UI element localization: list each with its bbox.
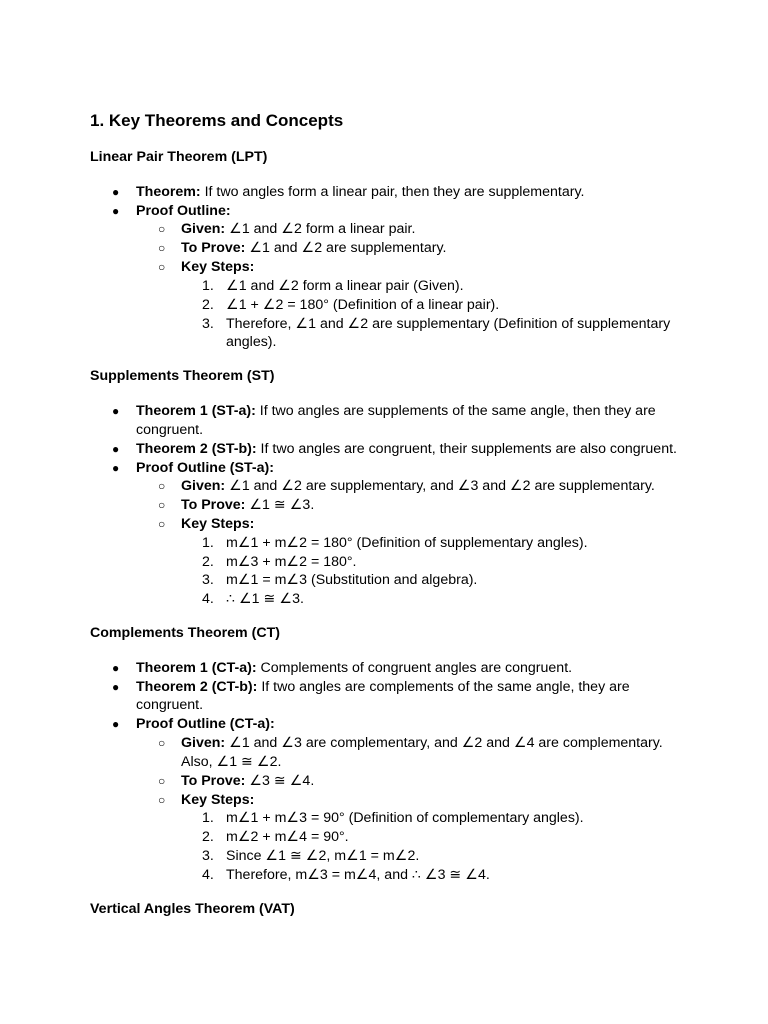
ct-t1-label: Theorem 1 (CT-a):: [136, 660, 257, 676]
lpt-step: Therefore, ∠1 and ∠2 are supplementary (Definition of supplementary: [226, 316, 671, 332]
step-number: 2.: [202, 297, 214, 313]
lpt-proof-label: Proof Outline:: [136, 203, 231, 219]
ct-step: Since ∠1 ≅ ∠2, m∠1 = m∠2.: [226, 848, 420, 864]
ct-given-label: Given:: [181, 735, 226, 751]
lpt-steps-label: Key Steps:: [181, 259, 255, 275]
lpt-given-text: ∠1 and ∠2 form a linear pair.: [225, 221, 416, 237]
ct-heading: Complements Theorem (CT): [90, 625, 280, 641]
st-t1-continuation: congruent.: [136, 422, 204, 438]
ct-step: m∠2 + m∠4 = 90°.: [226, 829, 349, 845]
step-number: 1.: [202, 278, 214, 294]
lpt-heading: Linear Pair Theorem (LPT): [90, 149, 268, 165]
lpt-prove: [181, 239, 446, 258]
bullet-marker: ●: [112, 461, 120, 475]
st-heading: Supplements Theorem (ST): [90, 368, 275, 384]
subbullet-marker: ○: [158, 479, 166, 493]
step-number: 3.: [202, 316, 214, 332]
bullet-marker: ●: [112, 442, 120, 456]
ct-step: m∠1 + m∠3 = 90° (Definition of complementary angles).: [226, 810, 584, 826]
bullet-marker: ●: [112, 204, 120, 218]
step-number: 4.: [202, 591, 214, 607]
ct-steps-label: Key Steps:: [181, 792, 255, 808]
lpt-prove-label: To Prove:: [181, 240, 246, 256]
step-number: 1.: [202, 810, 214, 826]
section-title: 1. Key Theorems and Concepts: [90, 111, 344, 130]
lpt-theorem: [136, 183, 584, 202]
lpt-step-continuation: angles).: [226, 334, 277, 350]
st-steps: [181, 515, 254, 534]
step-number: 2.: [202, 829, 214, 845]
st-proof-label: Proof Outline (ST-a):: [136, 460, 274, 476]
lpt-theorem-text: If two angles form a linear pair, then they are supplementary.: [200, 184, 585, 200]
st-theorem-1: [136, 402, 656, 421]
st-t1-text: If two angles are supplements of the same angle, then they are: [255, 403, 656, 419]
bullet-marker: ●: [112, 680, 120, 694]
ct-given-text: ∠1 and ∠3 are complementary, and ∠2 and ∠4 are complementary.: [225, 735, 663, 751]
lpt-step: ∠1 + ∠2 = 180° (Definition of a linear pair).: [226, 297, 500, 313]
ct-theorem-1: [136, 659, 572, 678]
st-t1-label: Theorem 1 (ST-a):: [136, 403, 256, 419]
st-proof: [136, 459, 274, 478]
ct-proof-label: Proof Outline (CT-a):: [136, 716, 275, 732]
lpt-theorem-label: Theorem:: [136, 184, 201, 200]
bullet-marker: ●: [112, 185, 120, 199]
subbullet-marker: ○: [158, 498, 166, 512]
ct-theorem-2: [136, 678, 630, 697]
st-step: ∴ ∠1 ≅ ∠3.: [226, 591, 304, 607]
ct-t2-continuation: congruent.: [136, 697, 204, 713]
st-prove-label: To Prove:: [181, 497, 246, 513]
lpt-steps: [181, 258, 254, 277]
ct-t2-text: If two angles are complements of the same angle, they are: [257, 679, 630, 695]
ct-prove-text: ∠3 ≅ ∠4.: [245, 773, 315, 789]
subbullet-marker: ○: [158, 517, 166, 531]
ct-given: [181, 734, 663, 753]
ct-prove-label: To Prove:: [181, 773, 246, 789]
bullet-marker: ●: [112, 404, 120, 418]
ct-t2-label: Theorem 2 (CT-b):: [136, 679, 258, 695]
step-number: 4.: [202, 867, 214, 883]
ct-step: Therefore, m∠3 = m∠4, and ∴ ∠3 ≅ ∠4.: [226, 867, 490, 883]
lpt-prove-text: ∠1 and ∠2 are supplementary.: [245, 240, 447, 256]
bullet-marker: ●: [112, 717, 120, 731]
lpt-step: ∠1 and ∠2 form a linear pair (Given).: [226, 278, 464, 294]
subbullet-marker: ○: [158, 241, 166, 255]
st-step: m∠1 = m∠3 (Substitution and algebra).: [226, 572, 478, 588]
st-step: m∠3 + m∠2 = 180°.: [226, 554, 357, 570]
st-given-text: ∠1 and ∠2 are supplementary, and ∠3 and ∠2 are supplementary.: [225, 478, 655, 494]
ct-steps: [181, 791, 254, 810]
subbullet-marker: ○: [158, 774, 166, 788]
st-t2-text: If two angles are congruent, their supplements are also congruent.: [256, 441, 677, 457]
step-number: 3.: [202, 848, 214, 864]
ct-proof: [136, 715, 275, 734]
vat-heading: Vertical Angles Theorem (VAT): [90, 901, 295, 917]
step-number: 1.: [202, 535, 214, 551]
subbullet-marker: ○: [158, 793, 166, 807]
st-steps-label: Key Steps:: [181, 516, 255, 532]
subbullet-marker: ○: [158, 222, 166, 236]
st-prove-text: ∠1 ≅ ∠3.: [245, 497, 315, 513]
ct-prove: [181, 772, 314, 791]
bullet-marker: ●: [112, 661, 120, 675]
subbullet-marker: ○: [158, 260, 166, 274]
st-theorem-2: [136, 440, 677, 459]
st-prove: [181, 496, 314, 515]
step-number: 3.: [202, 572, 214, 588]
st-t2-label: Theorem 2 (ST-b):: [136, 441, 257, 457]
st-given: [181, 477, 655, 496]
ct-t1-text: Complements of congruent angles are congruent.: [256, 660, 573, 676]
lpt-given-label: Given:: [181, 221, 226, 237]
st-given-label: Given:: [181, 478, 226, 494]
step-number: 2.: [202, 554, 214, 570]
lpt-given: [181, 220, 415, 239]
subbullet-marker: ○: [158, 736, 166, 750]
ct-given-continuation: Also, ∠1 ≅ ∠2.: [181, 754, 282, 770]
lpt-proof: [136, 202, 231, 221]
st-step: m∠1 + m∠2 = 180° (Definition of supplementary angles).: [226, 535, 588, 551]
